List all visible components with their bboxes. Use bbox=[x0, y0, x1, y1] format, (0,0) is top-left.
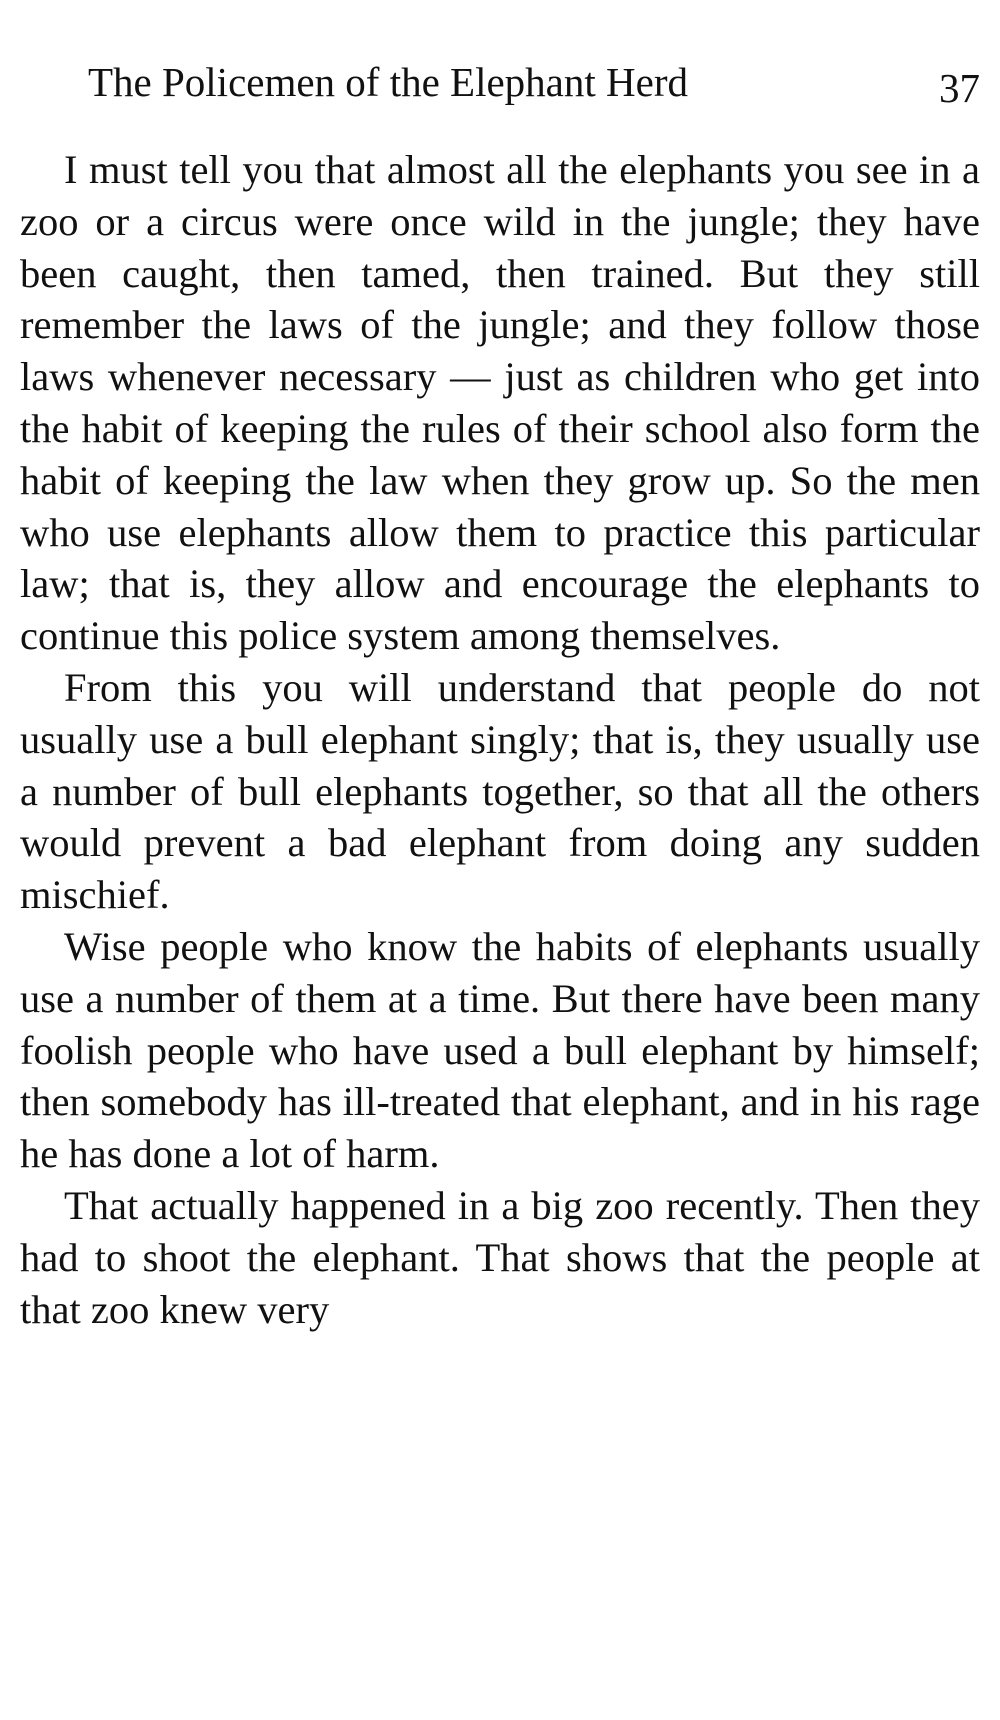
paragraph-2: From this you will understand that people do not usually use a bull elephant singly; that is, they usually use a number of bull elephants together, so that all the others would prevent a bad elephant from doing any sudden mischief. bbox=[20, 664, 980, 918]
paragraph-3: Wise people who know the habits of elephants usually use a number of them at a time. But there have been many foolish people who have used a bull elephant by himself; then somebody has ill-treated that elephant, and in his rage he has done a lot of harm. bbox=[20, 923, 980, 1177]
page-number: 37 bbox=[939, 65, 980, 111]
paragraph-1: I must tell you that almost all the elephants you see in a zoo or a circus were once wild in the jungle; they have been caught, then tamed, then trained. But they still remember the laws of the jungle; and they follow those laws whenever necessary — just as children who get into the habit of keeping the rules of their school also form the habit of keeping the law when they grow up. So the men who use elephants allow them to practice this particular law; that is, they allow and encourage the elephants to continue this police system among themselves. bbox=[20, 147, 980, 659]
running-head bbox=[88, 52, 980, 112]
paragraph-4: That actually happened in a big zoo recently. Then they had to shoot the elephant. That shows that the people at that zoo knew very bbox=[20, 1182, 980, 1332]
chapter-title: The Policemen of the Elephant Herd bbox=[88, 59, 688, 105]
body-text bbox=[20, 144, 980, 1335]
